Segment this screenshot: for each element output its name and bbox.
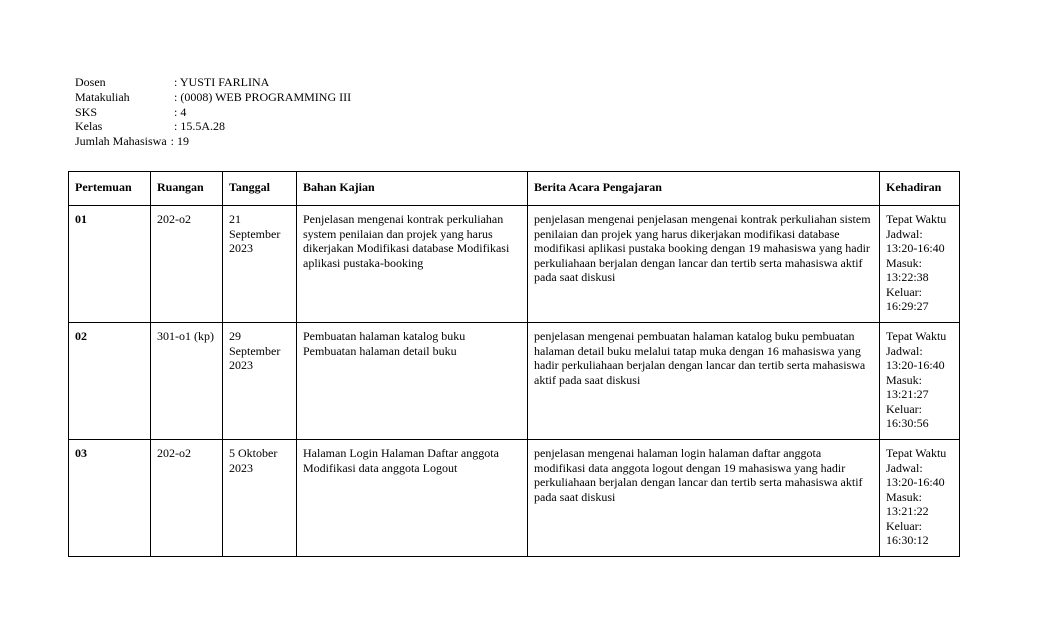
cell-tanggal: 5 Oktober 2023 bbox=[223, 440, 297, 557]
cell-kehadiran: Tepat Waktu Jadwal: 13:20-16:40 Masuk: 13:22:38 Keluar: 16:29:27 bbox=[880, 206, 960, 323]
info-value: : YUSTI FARLINA bbox=[174, 75, 270, 89]
column-header-berita-acara: Berita Acara Pengajaran bbox=[528, 172, 880, 206]
info-value: : 19 bbox=[170, 134, 189, 149]
info-value: : (0008) WEB PROGRAMMING III bbox=[174, 89, 352, 104]
cell-ruangan: 202-o2 bbox=[151, 206, 223, 323]
info-label: Jumlah Mahasiswa bbox=[75, 134, 167, 149]
info-value: : 15.5A.28 bbox=[174, 119, 225, 134]
info-row-jumlah-mahasiswa bbox=[75, 134, 351, 149]
info-value: : 4 bbox=[174, 104, 187, 119]
cell-pertemuan: 03 bbox=[69, 440, 151, 557]
cell-tanggal: 21 September 2023 bbox=[223, 206, 297, 323]
cell-berita-acara: penjelasan mengenai pembuatan halaman katalog buku pembuatan halaman detail buku melalui tatap muka dengan 16 mahasiswa yang hadir perkuliahaan berjalan dengan lancar dan tertib serta mahasiswa aktif pada saat diskusi bbox=[528, 323, 880, 440]
cell-bahan-kajian: Penjelasan mengenai kontrak perkuliahan system penilaian dan projek yang harus dikerjakan Modifikasi database Modifikasi aplikasi pustaka-booking bbox=[297, 206, 528, 323]
column-header-bahan-kajian: Bahan Kajian bbox=[297, 172, 528, 206]
attendance-table bbox=[68, 171, 960, 557]
column-header-tanggal: Tanggal bbox=[223, 172, 297, 206]
info-row-kelas bbox=[75, 119, 351, 134]
cell-bahan-kajian: Halaman Login Halaman Daftar anggota Modifikasi data anggota Logout bbox=[297, 440, 528, 557]
info-label: Kelas bbox=[75, 119, 103, 134]
cell-tanggal: 29 September 2023 bbox=[223, 323, 297, 440]
table-header-row bbox=[69, 172, 960, 206]
cell-pertemuan: 02 bbox=[69, 323, 151, 440]
table-row bbox=[69, 323, 960, 440]
info-row-matakuliah bbox=[75, 90, 351, 105]
cell-kehadiran: Tepat Waktu Jadwal: 13:20-16:40 Masuk: 13:21:27 Keluar: 16:30:56 bbox=[880, 323, 960, 440]
cell-pertemuan: 01 bbox=[69, 206, 151, 323]
info-label: Dosen bbox=[75, 75, 106, 89]
cell-kehadiran: Tepat Waktu Jadwal: 13:20-16:40 Masuk: 13:21:22 Keluar: 16:30:12 bbox=[880, 440, 960, 557]
course-info-header bbox=[75, 75, 351, 149]
info-row-dosen bbox=[75, 75, 351, 90]
table-row bbox=[69, 440, 960, 557]
column-header-ruangan: Ruangan bbox=[151, 172, 223, 206]
cell-ruangan: 202-o2 bbox=[151, 440, 223, 557]
column-header-kehadiran: Kehadiran bbox=[880, 172, 960, 206]
info-label: Matakuliah bbox=[75, 89, 130, 104]
column-header-pertemuan: Pertemuan bbox=[69, 172, 151, 206]
cell-bahan-kajian: Pembuatan halaman katalog buku Pembuatan halaman detail buku bbox=[297, 323, 528, 440]
cell-berita-acara: penjelasan mengenai halaman login halaman daftar anggota modifikasi data anggota logout dengan 19 mahasiswa yang hadir perkuliahaan berjalan dengan lancar dan tertib serta mahasiswa aktif pada saat diskusi bbox=[528, 440, 880, 557]
info-label: SKS bbox=[75, 104, 98, 119]
cell-berita-acara: penjelasan mengenai penjelasan mengenai kontrak perkuliahan sistem penilaian dan projek yang harus dikerjakan modifikasi database modifikasi aplikasi pustaka booking dengan 19 mahasiswa yang hadir perkuliahaan berjalan dengan lancar dan tertib serta mahasiswa aktif pada saat diskusi bbox=[528, 206, 880, 323]
cell-ruangan: 301-o1 (kp) bbox=[151, 323, 223, 440]
info-row-sks bbox=[75, 105, 351, 120]
table-row bbox=[69, 206, 960, 323]
